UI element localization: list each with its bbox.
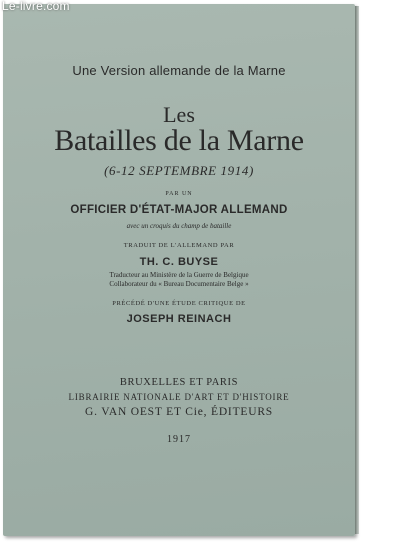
- series-line: Une Version allemande de la Marne: [72, 63, 286, 78]
- translator-name: TH. C. BUYSE: [139, 256, 219, 268]
- par-un-line: PAR UN: [165, 191, 193, 197]
- translator-role-2: Collaborateur du « Bureau Documentaire Belge »: [109, 280, 249, 288]
- watermark-logo: Le-livre.com: [2, 0, 70, 13]
- book-spine: [355, 6, 359, 534]
- bookshop-line: LIBRAIRIE NATIONALE D'ART ET D'HISTOIRE: [68, 392, 290, 402]
- author-line: OFFICIER D'ÉTAT-MAJOR ALLEMAND: [70, 204, 288, 216]
- critic-name: JOSEPH REINACH: [126, 313, 232, 325]
- map-note: avec un croquis du champ de bataille: [126, 222, 232, 230]
- translated-by-line: TRADUIT DE L'ALLEMAND PAR: [123, 242, 235, 249]
- book-title: Batailles de la Marne: [54, 124, 304, 157]
- translator-role-1: Traducteur au Ministère de la Guerre de Belgique: [109, 271, 249, 279]
- publisher-line: G. VAN OEST ET Cie, ÉDITEURS: [85, 406, 273, 418]
- publication-year: 1917: [167, 434, 191, 445]
- preceded-by-line: PRÉCÉDÉ D'UNE ÉTUDE CRITIQUE DE: [112, 300, 246, 307]
- title-small: Les: [163, 102, 195, 127]
- cities-line: BRUXELLES ET PARIS: [119, 377, 239, 388]
- book-cover: [3, 4, 355, 536]
- dates-line: (6-12 SEPTEMBRE 1914): [104, 163, 254, 178]
